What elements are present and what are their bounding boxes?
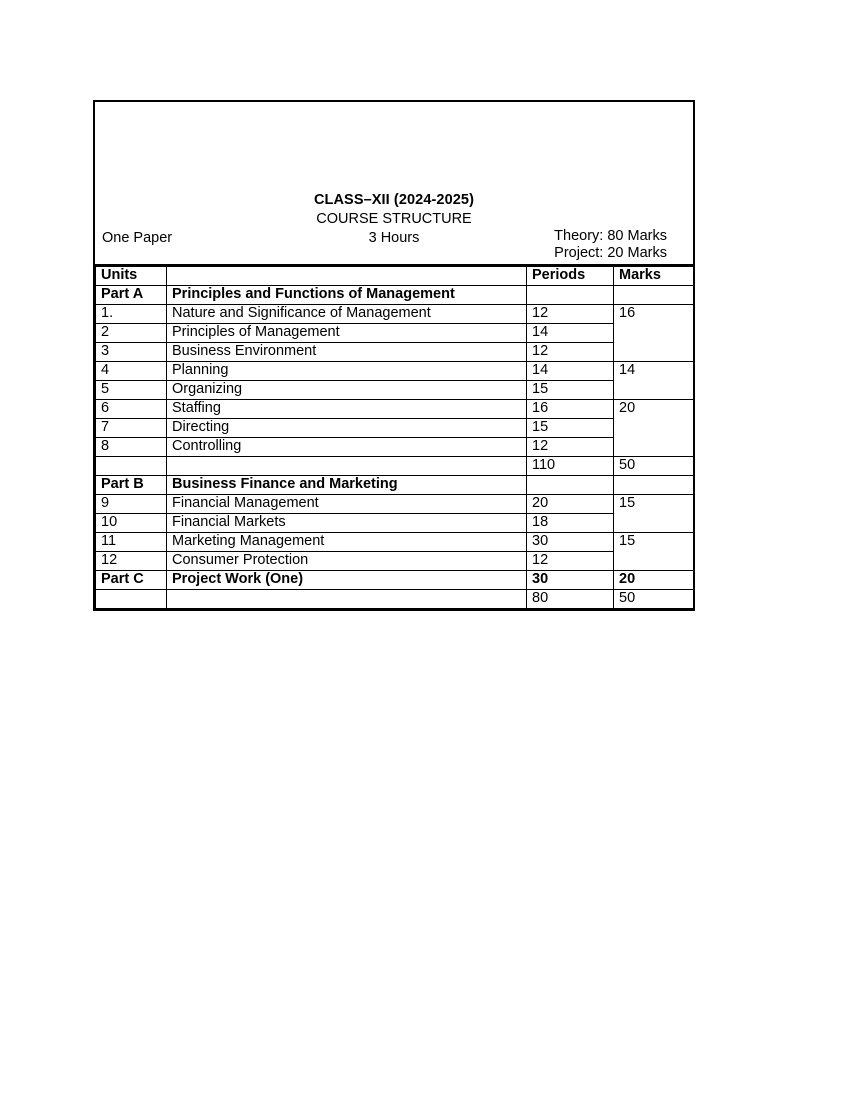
table-row bbox=[96, 305, 694, 324]
cell-unit-number bbox=[96, 457, 167, 476]
cell-unit-number: 10 bbox=[96, 514, 167, 533]
cell-periods: 12 bbox=[527, 343, 614, 362]
column-header-topic bbox=[167, 267, 527, 286]
cell-periods: 15 bbox=[527, 419, 614, 438]
paper-count-label: One Paper bbox=[102, 230, 173, 246]
table-row bbox=[96, 514, 694, 533]
cell-periods bbox=[527, 476, 614, 495]
table-row bbox=[96, 419, 694, 438]
cell-topic-name: Business Finance and Marketing bbox=[167, 476, 527, 495]
project-marks-label: Project: 20 Marks bbox=[554, 245, 667, 261]
cell-topic-name: Project Work (One) bbox=[167, 571, 527, 590]
table-header-row bbox=[96, 267, 694, 286]
cell-topic-name: Controlling bbox=[167, 438, 527, 457]
cell-marks bbox=[614, 286, 694, 305]
course-structure-block bbox=[93, 100, 695, 611]
cell-topic-name: Staffing bbox=[167, 400, 527, 419]
table-row bbox=[96, 400, 694, 419]
table-row bbox=[96, 438, 694, 457]
table-row bbox=[96, 343, 694, 362]
cell-periods: 80 bbox=[527, 590, 614, 609]
cell-topic-name: Principles and Functions of Management bbox=[167, 286, 527, 305]
cell-unit-number: 6 bbox=[96, 400, 167, 419]
cell-topic-name: Principles of Management bbox=[167, 324, 527, 343]
page-title: CLASS–XII (2024-2025) bbox=[313, 192, 475, 208]
cell-marks bbox=[614, 476, 694, 495]
cell-periods bbox=[527, 286, 614, 305]
table-row bbox=[96, 362, 694, 381]
exam-duration-label: 3 Hours bbox=[368, 230, 420, 246]
cell-topic-name: Planning bbox=[167, 362, 527, 381]
cell-periods: 12 bbox=[527, 552, 614, 571]
table-row bbox=[96, 590, 694, 609]
course-structure-table bbox=[95, 266, 694, 609]
cell-unit-number: 2 bbox=[96, 324, 167, 343]
cell-marks: 20 bbox=[614, 571, 694, 590]
cell-marks: 15 bbox=[614, 533, 694, 571]
cell-marks: 14 bbox=[614, 362, 694, 400]
cell-topic-name: Directing bbox=[167, 419, 527, 438]
table-row bbox=[96, 552, 694, 571]
cell-topic-name: Nature and Significance of Management bbox=[167, 305, 527, 324]
column-header-units: Units bbox=[96, 267, 167, 286]
theory-marks-label: Theory: 80 Marks bbox=[554, 228, 667, 244]
cell-periods: 110 bbox=[527, 457, 614, 476]
cell-unit-number: 11 bbox=[96, 533, 167, 552]
table-row bbox=[96, 286, 694, 305]
cell-unit-number: Part B bbox=[96, 476, 167, 495]
cell-periods: 20 bbox=[527, 495, 614, 514]
cell-periods: 16 bbox=[527, 400, 614, 419]
cell-unit-number: 9 bbox=[96, 495, 167, 514]
cell-periods: 12 bbox=[527, 438, 614, 457]
cell-periods: 15 bbox=[527, 381, 614, 400]
cell-unit-number: 4 bbox=[96, 362, 167, 381]
table-row bbox=[96, 324, 694, 343]
cell-marks: 50 bbox=[614, 457, 694, 476]
cell-periods: 30 bbox=[527, 571, 614, 590]
cell-marks: 20 bbox=[614, 400, 694, 457]
cell-unit-number: 8 bbox=[96, 438, 167, 457]
table-row bbox=[96, 381, 694, 400]
cell-unit-number: Part C bbox=[96, 571, 167, 590]
cell-marks: 15 bbox=[614, 495, 694, 533]
table-row bbox=[96, 476, 694, 495]
table-row bbox=[96, 533, 694, 552]
cell-marks: 16 bbox=[614, 305, 694, 362]
cell-unit-number: 7 bbox=[96, 419, 167, 438]
cell-topic-name: Marketing Management bbox=[167, 533, 527, 552]
column-header-periods: Periods bbox=[527, 267, 614, 286]
cell-unit-number: 12 bbox=[96, 552, 167, 571]
cell-topic-name: Financial Management bbox=[167, 495, 527, 514]
document-header-cell bbox=[95, 102, 693, 266]
table-row bbox=[96, 457, 694, 476]
cell-periods: 12 bbox=[527, 305, 614, 324]
cell-unit-number: 3 bbox=[96, 343, 167, 362]
table-row bbox=[96, 571, 694, 590]
table-row bbox=[96, 495, 694, 514]
cell-topic-name: Organizing bbox=[167, 381, 527, 400]
cell-topic-name: Consumer Protection bbox=[167, 552, 527, 571]
page-subtitle: COURSE STRUCTURE bbox=[316, 211, 472, 227]
cell-marks: 50 bbox=[614, 590, 694, 609]
cell-unit-number bbox=[96, 590, 167, 609]
cell-periods: 18 bbox=[527, 514, 614, 533]
column-header-marks: Marks bbox=[614, 267, 694, 286]
cell-unit-number: 5 bbox=[96, 381, 167, 400]
cell-periods: 30 bbox=[527, 533, 614, 552]
cell-unit-number: 1. bbox=[96, 305, 167, 324]
cell-topic-name bbox=[167, 590, 527, 609]
cell-topic-name: Business Environment bbox=[167, 343, 527, 362]
cell-topic-name bbox=[167, 457, 527, 476]
cell-periods: 14 bbox=[527, 324, 614, 343]
table-body bbox=[96, 286, 694, 609]
cell-unit-number: Part A bbox=[96, 286, 167, 305]
cell-periods: 14 bbox=[527, 362, 614, 381]
cell-topic-name: Financial Markets bbox=[167, 514, 527, 533]
